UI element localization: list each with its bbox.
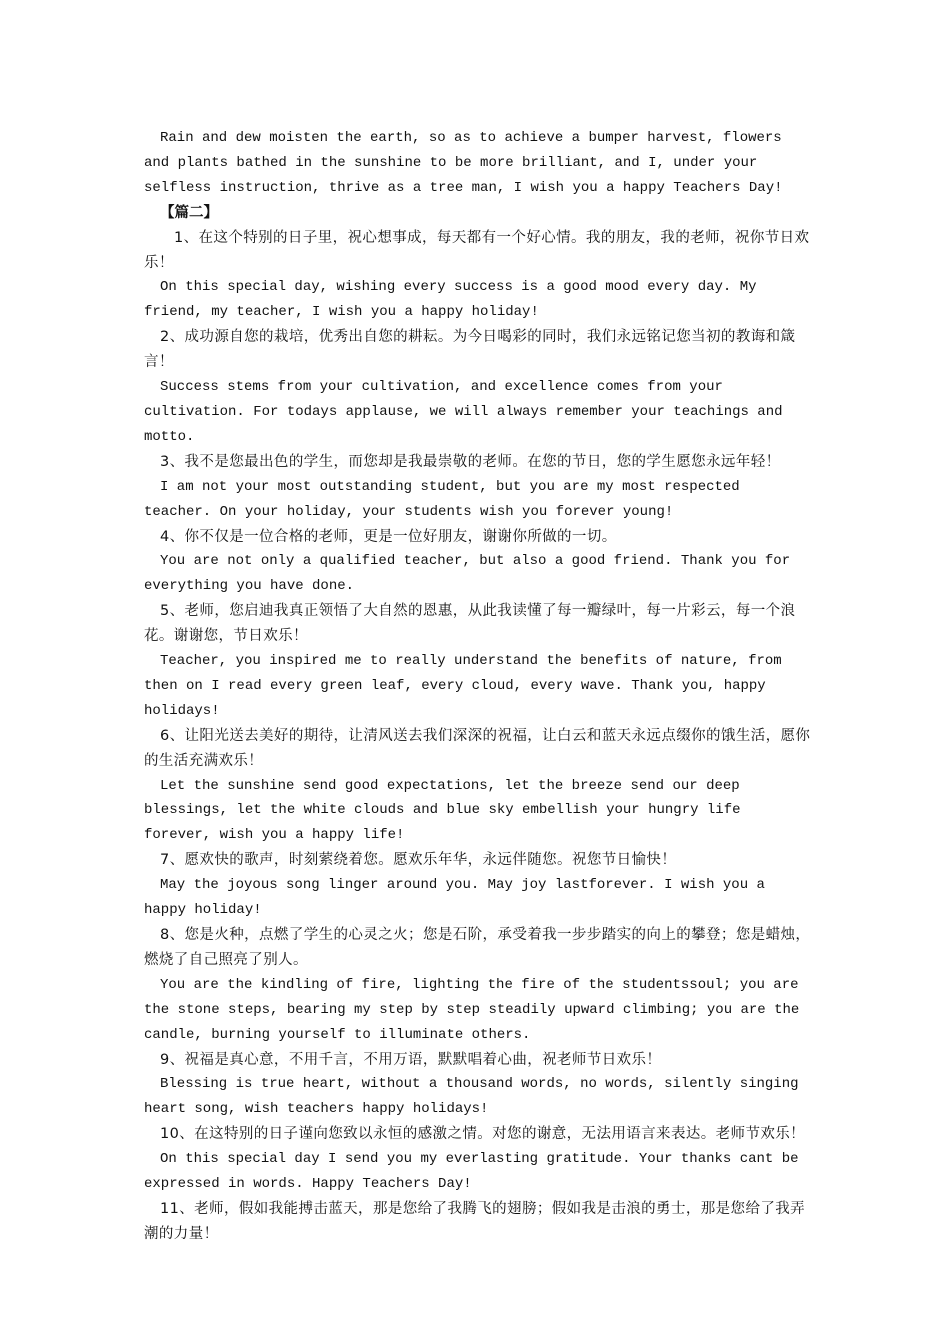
- item-10-en: On this special day I send you my everlasting gratitude. Your thanks cant be expressed in words. Happy Teachers Day!: [144, 1151, 799, 1193]
- item-4-en: You are not only a qualified teacher, but also a good friend. Thank you for everything you have done.: [144, 553, 791, 595]
- item-6-en: Let the sunshine send good expectations, let the breeze send our deep blessings, let the white clouds and blue sky embellish your hungry life forever, wish you a happy life!: [144, 777, 741, 844]
- item-5-en: Teacher, you inspired me to really understand the benefits of nature, from then on I read every green leaf, every cloud, every wave. Thank you, happy holidays!: [144, 653, 782, 719]
- item-3-zh: 3、我不是您最出色的学生，而您却是我最崇敬的老师。在您的节日，您的学生愿您永远年轻！: [160, 453, 781, 470]
- item-8-zh: 8、您是火种，点燃了学生的心灵之火；您是石阶，承受着我一步步踏实的向上的攀登；您是蜡烛，燃烧了自己照亮了别人。: [144, 927, 811, 968]
- document-page: [144, 126, 814, 1247]
- item-8-en: You are the kindling of fire, lighting the fire of the studentssoul; you are the stone steps, bearing my step by step steadily upward climbing; you are the candle, burning yourself to illuminate others.: [144, 976, 800, 1043]
- item-3-en: I am not your most outstanding student, but you are my most respected teacher. On your holiday, your students wish you forever young!: [144, 478, 740, 520]
- item-7-en: May the joyous song linger around you. May joy lastforever. I wish you a happy holiday!: [144, 877, 765, 919]
- item-2-zh: 2、成功源自您的栽培，优秀出自您的耕耘。为今日喝彩的同时，我们永远铭记您当初的教诲和箴言！: [144, 329, 796, 371]
- item-9-en: Blessing is true heart, without a thousand words, no words, silently singing heart song, wish teachers happy holidays!: [144, 1076, 799, 1118]
- item-10-zh: 10、在这特别的日子谨向您致以永恒的感激之情。对您的谢意，无法用语言来表达。老师节欢乐！: [160, 1126, 806, 1143]
- item-7-zh: 7、愿欢快的歌声，时刻萦绕着您。愿欢乐年华，永远伴随您。祝您节日愉快！: [160, 852, 677, 869]
- item-9-zh: 9、祝福是真心意，不用千言，不用万语，默默唱着心曲，祝老师节日欢乐！: [160, 1051, 662, 1068]
- intro-paragraph-en: Rain and dew moisten the earth, so as to achieve a bumper harvest, flowers and plants bathed in the sunshine to be more brilliant, and I, under your selfless instruction, thrive as a tree man, I wish you a happy Teachers Day!: [144, 130, 783, 196]
- item-4-zh: 4、你不仅是一位合格的老师，更是一位好朋友，谢谢你所做的一切。: [160, 528, 617, 545]
- item-5-zh: 5、老师，您启迪我真正领悟了大自然的恩惠，从此我读懂了每一瓣绿叶，每一片彩云，每一个浪花。谢谢您，节日欢乐！: [144, 603, 796, 645]
- item-1-zh: 1、在这个特别的日子里，祝心想事成，每天都有一个好心情。我的朋友，我的老师，祝你节日欢乐！: [144, 229, 810, 271]
- section-heading: 【篇二】: [160, 204, 218, 221]
- item-2-en: Success stems from your cultivation, and excellence comes from your cultivation. For todays applause, we will always remember your teachings and motto.: [144, 379, 783, 445]
- item-1-en: On this special day, wishing every success is a good mood every day. My friend, my teacher, I wish you a happy holiday!: [144, 279, 757, 321]
- item-6-zh: 6、让阳光送去美好的期待，让清风送去我们深深的祝福，让白云和蓝天永远点缀你的饿生活，愿你的生活充满欢乐！: [144, 727, 811, 769]
- item-11-zh: 11、老师，假如我能搏击蓝天，那是您给了我腾飞的翅膀；假如我是击浪的勇士，那是您给了我弄潮的力量！: [144, 1200, 806, 1242]
